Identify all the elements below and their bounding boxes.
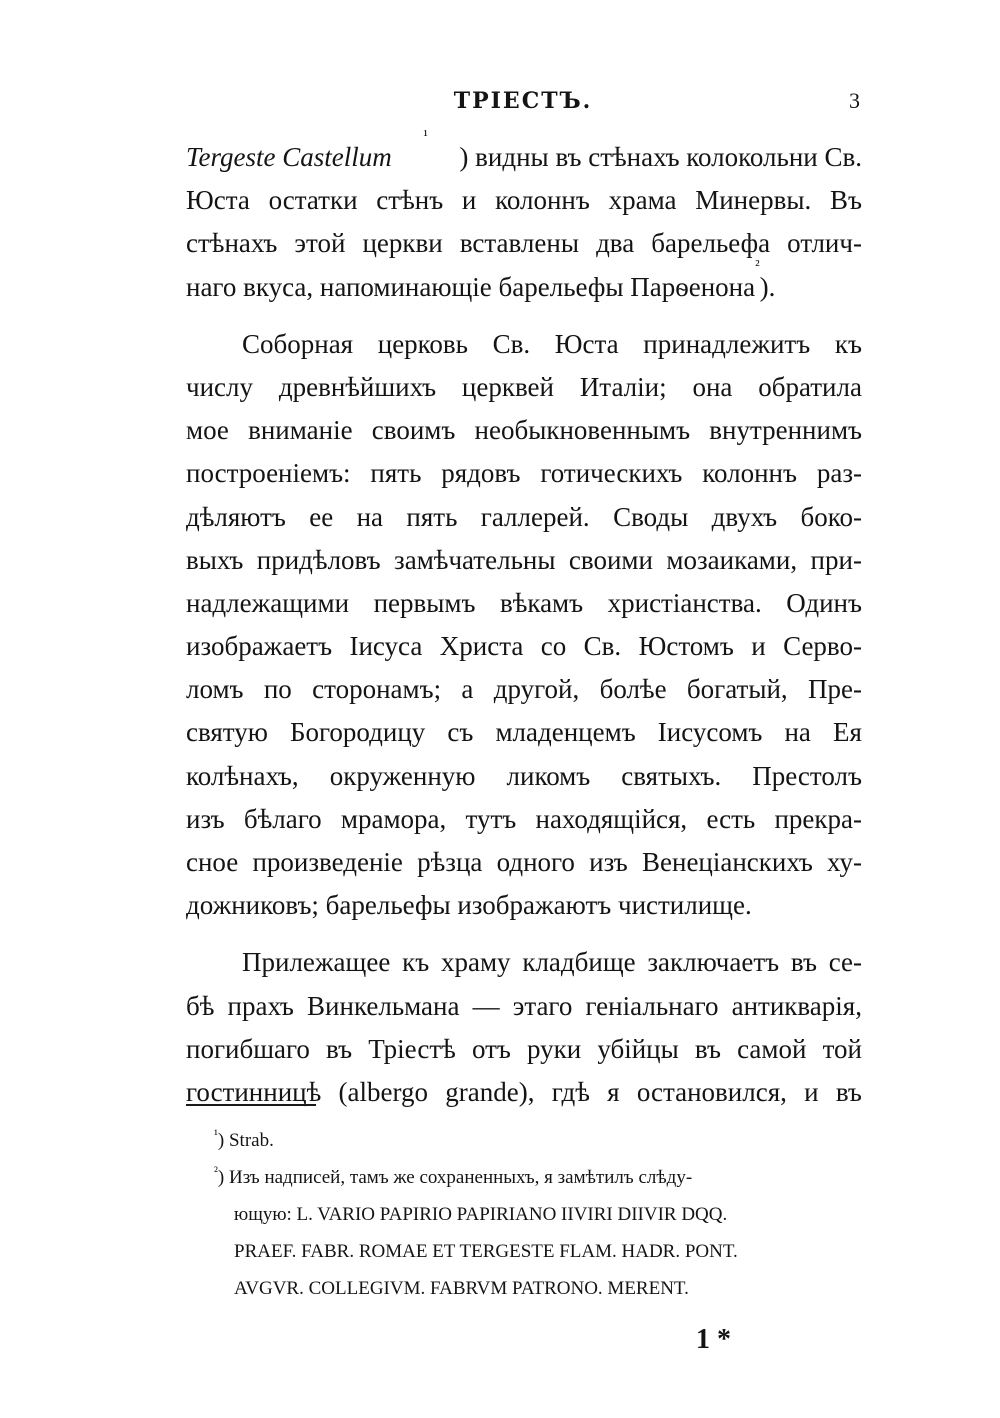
word: боко- [800,501,862,532]
word: галлерей. [480,501,590,532]
text-line [186,366,862,409]
word: этаго [512,990,573,1021]
text-line [186,452,862,495]
line-text [186,582,862,625]
word: антикварія, [731,990,862,1021]
word: и [461,185,477,216]
word: мозаиками, [666,544,798,575]
word: и [804,1076,819,1107]
word: Св. [492,328,531,359]
word: надлежащими [186,587,350,618]
word: при- [810,544,862,575]
line-text [186,1071,862,1114]
line-text [186,841,862,884]
text-line [186,1028,862,1071]
word: сторонамъ; [312,674,442,705]
word: Прилежащее [242,947,391,978]
word: рядовъ [441,458,521,489]
text-line [186,985,862,1028]
word: по [263,674,292,705]
word: барельефа [651,228,771,259]
footnote-2-line-3: PRAEF. FABR. ROMAE ET TERGESTE FLAM. HADR. PONT. [234,1241,738,1262]
word: Въ [830,185,862,216]
word: остановился, [636,1076,787,1107]
word: есть [706,803,756,834]
word: этой [294,228,346,259]
line-text [186,496,862,539]
word: принадлежитъ [643,328,811,359]
footnote-1 [214,1122,864,1159]
word: тутъ [465,803,517,834]
word: вставлены [459,228,579,259]
text-line [186,222,862,265]
line-text [186,366,862,409]
signature-mark: 1 * [696,1324,731,1355]
footnote-2-line-4: AVGVR. COLLEGIVM. FABRVM PATRONO. MERENT. [234,1278,689,1299]
footnote-reference: ² [755,257,760,274]
word: гостинницѣ [186,1076,322,1107]
word: колѣнахъ, [186,760,299,791]
text-line [186,409,862,452]
word: колоннъ [702,458,797,489]
word: Іисусомъ [657,717,763,748]
word: Христа [439,631,524,662]
footnote-rule [186,1104,316,1106]
word: стѣнахъ [186,228,278,259]
line-text [242,941,862,984]
footnote-2-mark: ² [214,1163,218,1179]
text-line [186,884,862,927]
italic-text: Tergeste Castellum [186,142,392,172]
word: Минервы. [695,185,812,216]
word: внутреннимъ [709,415,862,446]
paragraph-gap [186,309,862,323]
word: а [461,674,474,705]
word: числу [186,371,253,402]
word: первымъ [373,587,476,618]
word: ее [309,501,334,532]
page-number: 3 [849,88,860,113]
word: пять [406,501,458,532]
word: Ея [833,717,862,748]
word: съ [447,717,474,748]
footnotes [214,1122,864,1307]
text-line [186,668,862,711]
text-line [186,128,862,179]
text-line [186,539,862,582]
word: святую [186,717,268,748]
word: grande), [445,1076,535,1107]
word: бѣлаго [243,803,322,834]
word: придѣловъ [256,544,381,575]
word: произведеніе [252,847,403,877]
word: святыхъ. [621,760,722,791]
word: готическихъ [540,458,683,489]
word: болѣе [599,674,667,705]
line-text [186,539,862,582]
word: рѣзца [417,847,483,877]
footnote-2-line-1 [214,1159,864,1196]
text-line [186,582,862,625]
footnote-2-line-2: ющую: L. VARIO PAPIRIO PAPIRIANO IIVIRI DIIVIR DQQ. [234,1204,728,1225]
text-line [186,841,862,884]
word: гдѣ [551,1076,590,1107]
word: Одинъ [786,587,862,618]
word: Богородицу [290,717,426,748]
word: окруженную [329,760,476,791]
word: Тріестѣ [368,1033,456,1064]
word: изъ [589,847,628,877]
line-text [186,1028,862,1071]
line-text [242,323,862,366]
word: своимъ [371,415,456,446]
word: ликомъ [506,760,591,791]
word: — [472,990,500,1021]
word: къ [402,947,430,978]
line-text [186,798,862,841]
line-text [186,668,862,711]
word: се- [828,947,862,978]
word: со [540,631,567,662]
word: Св. [583,631,622,662]
word: находящійся, [535,803,688,834]
word: руки [526,1033,582,1064]
word: ху- [827,847,862,877]
word: богатый, [686,674,788,705]
word: на [356,501,384,532]
word: отъ [471,1033,511,1064]
word: колоннъ [495,185,590,216]
word: стѣнъ [376,185,444,216]
text-line [186,496,862,539]
word: церкви [362,228,443,259]
word: древнѣйшихъ [278,371,437,402]
word: въ [694,1033,721,1064]
text-line [186,625,862,668]
word: церковь [377,328,468,359]
word: Серво- [783,631,862,662]
word: Юстомъ [638,631,734,662]
word: остатки [268,185,358,216]
word: Венеціанскихъ [642,847,813,877]
word: вниманіе [248,415,353,446]
word: она [692,371,733,402]
paragraph-gap [186,927,862,941]
running-title: ТРІЕСТЪ. [453,88,593,114]
word: младенцемъ [495,717,636,748]
word: храма [608,185,677,216]
word: заключаетъ [647,947,780,978]
word: выхъ [186,544,244,575]
word: въ [326,1033,353,1064]
footnote-1-text: ) Strab. [217,1130,274,1151]
line-text [186,452,862,495]
word: два [596,228,635,259]
word: Юста [186,185,250,216]
word: и [751,631,766,662]
word: одного [496,847,575,877]
line-text [186,625,862,668]
word: въ [790,947,817,978]
footnote-2-text: ) Изъ надписей, тамъ же сохраненныхъ, я замѣтилъ слѣду- [217,1167,693,1188]
word: бѣ [186,990,215,1021]
word: другой, [493,674,580,705]
word: прахъ [227,990,294,1021]
word: необыкновеннымъ [474,415,691,446]
text-line [186,323,862,366]
word: той [822,1033,862,1064]
word: геніальнаго [585,990,719,1021]
word: погибшаго [186,1033,310,1064]
footnote-1-mark: ¹ [214,1126,218,1142]
body-text [186,128,862,1114]
word: своими [568,544,653,575]
line-text: дожниковъ; барельефы изображаютъ чистилище. [186,890,752,921]
word: мрамора, [340,803,447,834]
word: въ [835,1076,862,1107]
word: мое [186,415,229,446]
word: на [784,717,811,748]
word: Винкельмана [307,990,460,1021]
word: Пре- [808,674,862,705]
line-text [186,755,862,798]
footnote-reference: ¹ [423,128,428,144]
line-text [186,985,862,1028]
word: обратила [758,371,862,402]
word: къ [834,328,862,359]
text-line [186,711,862,754]
text-line [186,257,862,309]
word: храму [440,947,511,978]
word: ломъ [186,674,244,705]
word: сное [186,847,239,877]
word: (albergo [338,1076,428,1107]
line-text [186,179,862,222]
word: вѣкамъ [499,587,584,618]
word: Престолъ [752,760,862,791]
word: пять [370,458,422,489]
word: Соборная [242,328,354,359]
line-text: наго вкуса, напоминающіе барельефы Парѳенона [186,271,756,302]
word: Юста [554,328,619,359]
word: церквей [461,371,554,402]
word: христіанства. [607,587,762,618]
word: двухъ [711,501,778,532]
word: замѣчательны [394,544,556,575]
word: Своды [613,501,689,532]
word: изображаетъ [186,631,333,662]
line-text [186,409,862,452]
line-text [186,222,862,265]
word: самой [737,1033,807,1064]
text-line [186,755,862,798]
word: прекра- [774,803,862,834]
word: отлич- [787,228,862,259]
text-line [186,798,862,841]
word: изъ [186,803,225,834]
word: я [607,1076,620,1107]
running-head [186,84,860,118]
word: кладбище [522,947,636,978]
line-text: ) видны въ стѣнахъ колокольни Св. [459,142,862,172]
word: построеніемъ: [186,458,351,489]
word: Іисуса [349,631,423,662]
word: убійцы [597,1033,679,1064]
text-line [186,179,862,222]
word: дѣляютъ [186,501,286,532]
word: раз- [816,458,862,489]
text-line [186,941,862,984]
word: Италіи; [579,371,667,402]
line-text: ). [759,271,776,302]
line-text [186,711,862,754]
text-line [186,1071,862,1114]
